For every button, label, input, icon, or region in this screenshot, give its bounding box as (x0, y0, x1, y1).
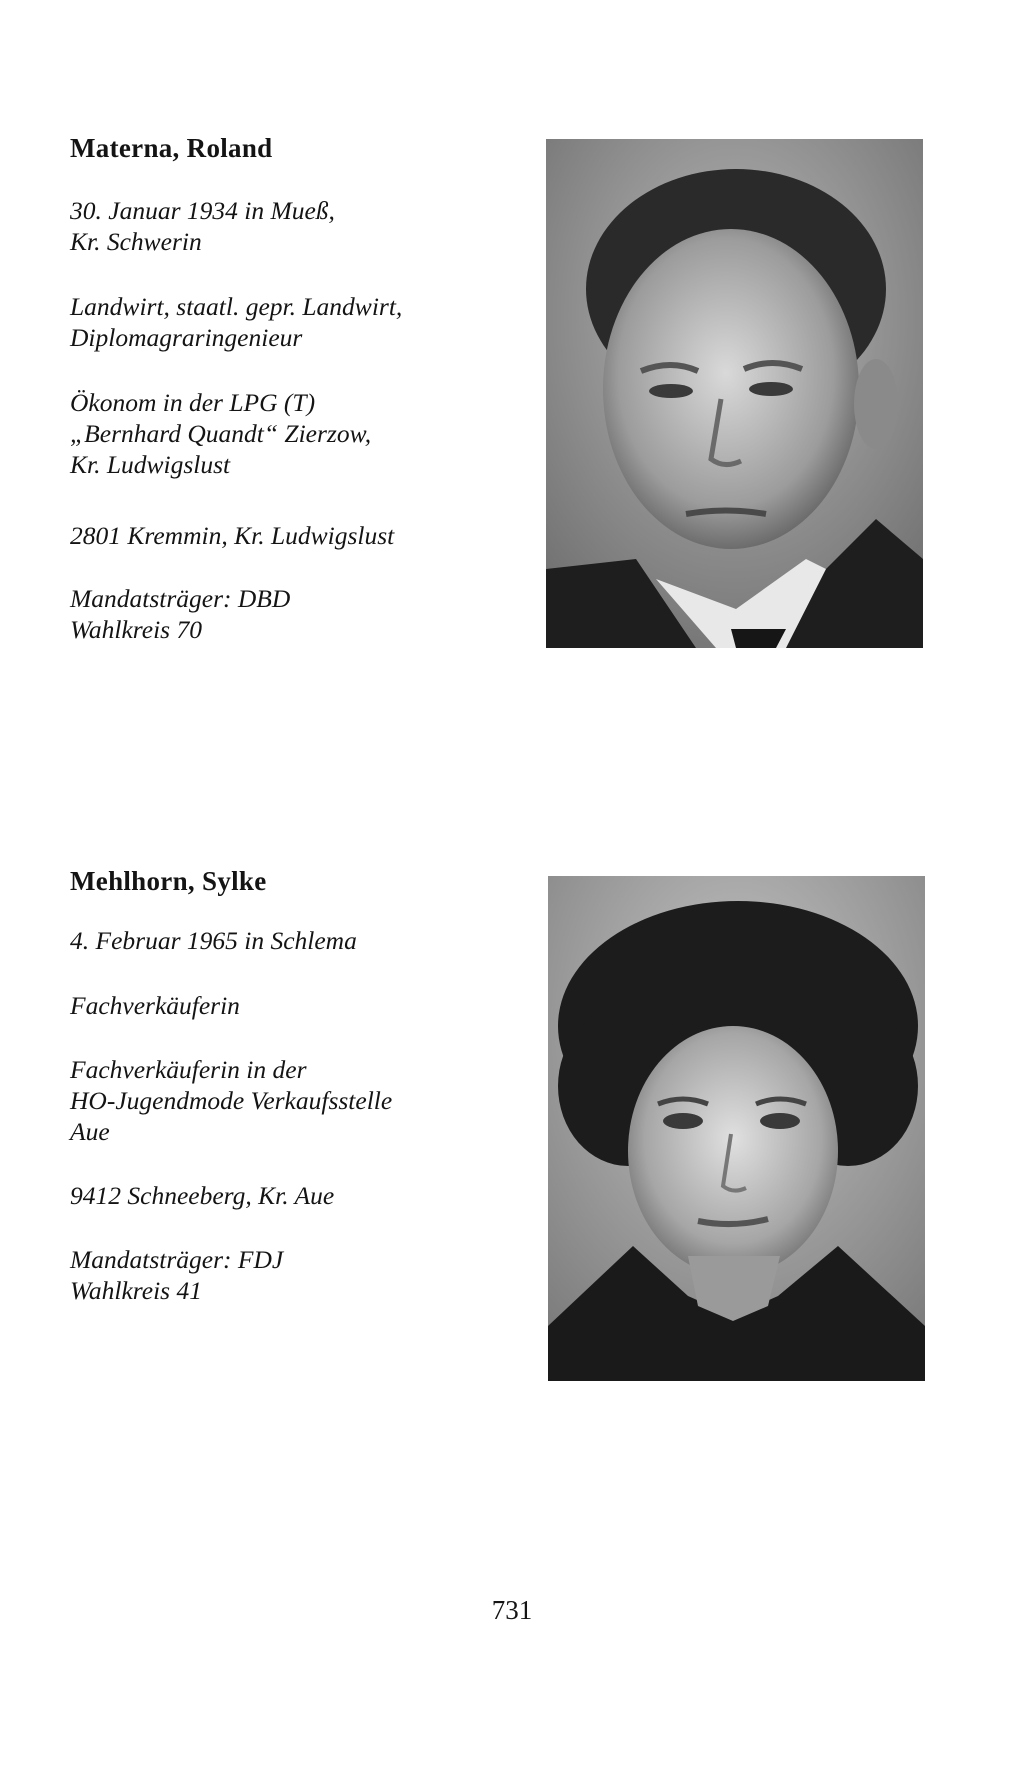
position-line: Kr. Ludwigslust (70, 450, 231, 479)
position-info (70, 387, 371, 480)
position-line: HO-Jugendmode Verkaufsstelle (70, 1086, 393, 1115)
mandate-info (70, 583, 290, 645)
portrait-photo (546, 139, 923, 648)
mandate-line: Wahlkreis 70 (70, 615, 202, 644)
birth-info (70, 195, 335, 257)
profession-info (70, 990, 240, 1021)
profession-line: Fachverkäuferin (70, 991, 240, 1020)
birth-line: 30. Januar 1934 in Mueß, (70, 196, 335, 225)
profession-line: Landwirt, staatl. gepr. Landwirt, (70, 292, 403, 321)
birth-line: 4. Februar 1965 in Schlema (70, 926, 357, 955)
birth-line: Kr. Schwerin (70, 227, 202, 256)
position-line: Aue (70, 1117, 110, 1146)
position-info (70, 1054, 392, 1147)
position-line: „Bernhard Quandt“ Zierzow, (70, 419, 372, 448)
entry-name: Mehlhorn, Sylke (70, 866, 267, 896)
portrait-photo (548, 876, 925, 1381)
mandate-info (70, 1244, 283, 1306)
address-line: 2801 Kremmin, Kr. Ludwigslust (70, 521, 395, 550)
address-line: 9412 Schneeberg, Kr. Aue (70, 1181, 335, 1210)
mandate-line: Mandatsträger: DBD (70, 584, 291, 613)
mandate-line: Mandatsträger: FDJ (70, 1245, 284, 1274)
position-line: Ökonom in der LPG (T) (70, 388, 316, 417)
entry-name: Materna, Roland (70, 133, 273, 163)
profession-line: Diplomagraringenieur (70, 323, 303, 352)
address-info (70, 1180, 334, 1211)
position-line: Fachverkäuferin in der (70, 1055, 307, 1084)
profession-info (70, 291, 402, 353)
page-number: 731 (491, 1595, 533, 1625)
mandate-line: Wahlkreis 41 (70, 1276, 202, 1305)
birth-info (70, 925, 357, 956)
address-info (70, 520, 394, 551)
